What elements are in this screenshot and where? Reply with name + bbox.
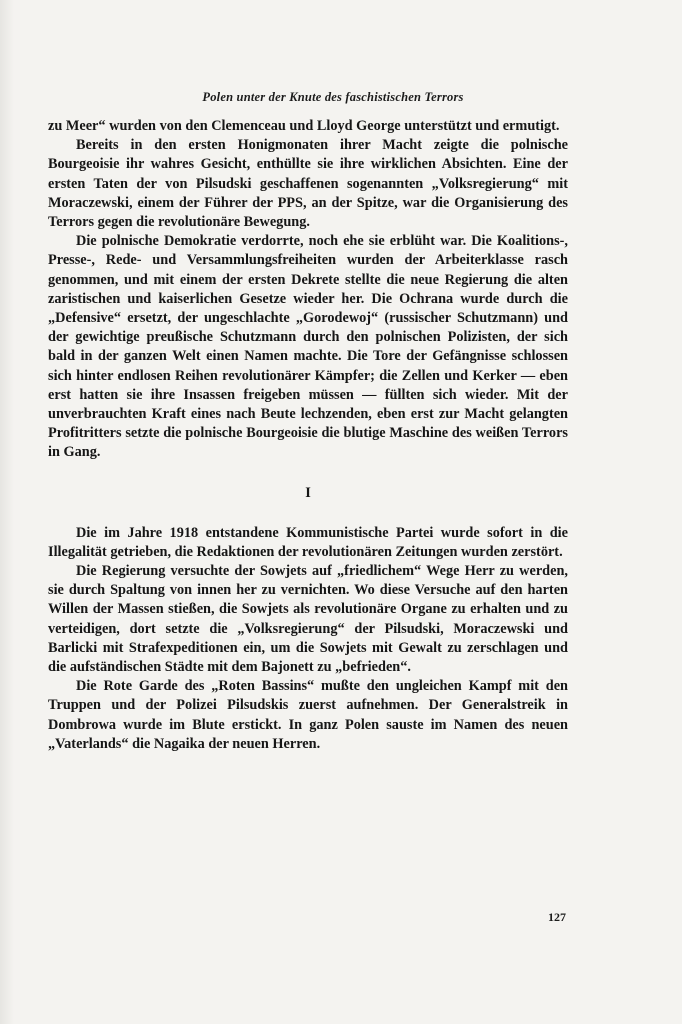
paragraph: Bereits in den ersten Honigmonaten ihrer Macht zeigte die polnische Bourgeoisie ihr wahres Gesicht, enthüllte sie ihre wirklichen Absichten. Eine der ersten Taten der von Pilsudski geschaffenen sogenannten „Volksregierung“ mit Moraczewski, einem der Führer der PPS, an der Spitze, war die Organisierung des Terrors gegen die revolutionäre Bewegung. xyxy=(48,137,568,231)
body-text xyxy=(48,117,568,754)
paragraph: Die Regierung versuchte der Sowjets auf „friedlichem“ Wege Herr zu werden, sie durch Spaltung von innen her zu vernichten. Wo diese Versuche auf den harten Willen der Massen stießen, die Sowjets als revolutionäre Organe zu erhalten und zu verteidigen, dort setzte die „Volksregierung“ der Pilsudski, Moraczewski und Barlicki mit Strafexpeditionen ein, um die Sowjets mit Gewalt zu zerschlagen und die aufständischen Städte mit dem Bajonett zu „befrieden“. xyxy=(48,563,568,676)
paragraphs-after-section xyxy=(48,524,568,754)
paragraphs-before-section xyxy=(48,117,568,463)
paragraph: Die polnische Demokratie verdorrte, noch ehe sie erblüht war. Die Koalitions-, Presse-, Rede- und Versammlungsfreiheiten wurden der Arbeiterklasse rasch genommen, und mit einem der ersten Dekrete stellte die neue Regierung die alten zaristischen und kaiserlichen Gesetze wieder her. Die Ochrana wurde durch die „Defensive“ ersetzt, der ungeschlachte „Gorodewoj“ (russischer Schutzmann) und der gewichtige preußische Schutzmann durch den polnischen Polizisten, der sich bald in der ganzen Welt einen Namen machte. Die Tore der Gefängnisse schlossen sich hinter endlosen Reihen revolutionärer Kämpfer; die Zellen und Kerker — eben erst hatten sie ihre Insassen freigeben müssen — füllten sich wieder. Mit der unverbrauchten Kraft eines nach Beute lechzenden, eben erst zur Macht gelangten Profitritters setzte die polnische Bourgeoisie die blutige Maschine des weißen Terrors in Gang. xyxy=(48,233,568,461)
running-head: Polen unter der Knute des faschistischen Terrors xyxy=(202,90,464,104)
paragraph: zu Meer“ wurden von den Clemenceau und Lloyd George unterstützt und ermutigt. xyxy=(48,118,560,134)
paragraph: Die Rote Garde des „Roten Bassins“ mußte den ungleichen Kampf mit den Truppen und der Polizei Pilsudskis zuerst aufnehmen. Der Generalstreik in Dombrowa wurde im Blute erstickt. In ganz Polen sauste im Namen des neuen „Vaterlands“ die Nagaika der neuen Herren. xyxy=(48,678,568,752)
page-number: 127 xyxy=(548,910,566,924)
paragraph: Die im Jahre 1918 entstandene Kommunistische Partei wurde sofort in die Illegalität getrieben, die Redaktionen der revolutionären Zeitungen wurden zerstört. xyxy=(48,524,568,560)
section-number: I xyxy=(305,484,311,501)
